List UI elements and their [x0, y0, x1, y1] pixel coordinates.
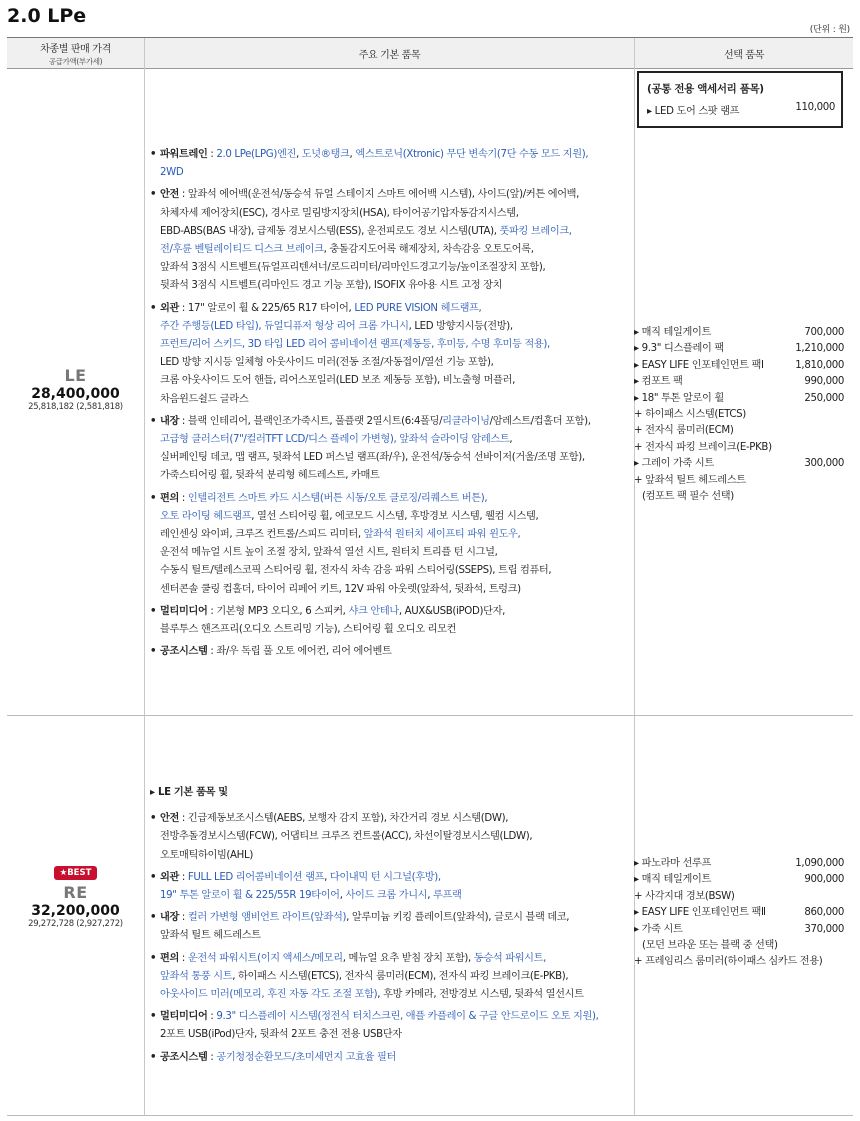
feature-line [160, 259, 618, 277]
option-price: 1,090,000 [795, 858, 844, 869]
option-name: ▸ 18" 투톤 알로이 휠 [634, 392, 724, 404]
feature-line [160, 391, 618, 409]
feature-text: , [349, 149, 356, 160]
feature-text: 고급형 클러스터(7"/컬러TFT LCD/디스 플레이 가변형), 앞좌석 슬라이딩 암레스트 [160, 434, 510, 446]
feature-line [160, 277, 618, 295]
feature-line [160, 643, 618, 661]
accessory-item-price: 110,000 [795, 102, 835, 113]
trim-supply-price: 29,272,728 (2,927,272) [28, 919, 123, 929]
feature-line [160, 431, 618, 449]
feature-line [160, 603, 618, 621]
feature-line [160, 490, 618, 508]
feature-line [160, 1049, 618, 1067]
header-price-sub: 공급가액(부가세) [48, 56, 103, 66]
header-price [7, 38, 144, 69]
section-header: ▸ LE 기본 품목 및 [150, 787, 228, 798]
feature-text: 9.3" 디스플레이 시스템(정전식 터치스크린, 애플 카플레이 & 구글 안드로이드 오토 지원), [216, 1011, 599, 1023]
feature-group [148, 810, 618, 865]
option-price: 370,000 [804, 923, 844, 935]
feature-group-title: 외관 [160, 871, 179, 883]
feature-group [148, 186, 618, 295]
option-item [634, 872, 844, 888]
accessory-box [637, 71, 843, 128]
feature-text: : [178, 492, 188, 504]
option-price: 250,000 [804, 392, 844, 404]
feature-text: 2WD [160, 167, 184, 179]
feature-text: 2포트 USB(iPod)단자, 뒷좌석 2포트 충전 전용 USB단자 [160, 1029, 402, 1041]
option-item [634, 954, 844, 970]
feature-text: 2.0 LPe(LPG)엔진 [216, 149, 296, 160]
accessory-item [647, 102, 835, 117]
feature-group-title: 공조시스템 [160, 1051, 208, 1063]
feature-text: 차체자세 제어장치(ESC), 경사로 밀림방지장치(HSA), 타이어공기압자동감지시스템, [160, 207, 519, 219]
page-title: 2.0 LPe [7, 5, 87, 27]
feature-text: 레인센싱 와이퍼, 크루즈 컨트롤/스피드 리미터, [160, 529, 364, 541]
feature-line [160, 847, 618, 865]
feature-group-title: 멀티미디어 [160, 605, 208, 617]
option-name: ▸ 9.3" 디스플레이 팩 [634, 343, 724, 355]
feature-group-title: 파워트레인 [160, 149, 208, 160]
option-name: + 하이패스 시스템(ETCS) [634, 409, 746, 421]
feature-text: , LED 방향지시등(전방), [408, 320, 513, 332]
row-divider [7, 715, 853, 716]
accessory-item-name: ▸ LED 도어 스팟 램프 [647, 106, 740, 117]
option-item [634, 905, 844, 921]
feature-text: 블루투스 핸즈프리(오디오 스트리밍 기능), 스티어링 휠 오디오 리모컨 [160, 624, 457, 636]
feature-line [160, 1026, 618, 1044]
feature-line [160, 354, 618, 372]
feature-line [160, 810, 618, 828]
option-price: 700,000 [804, 327, 844, 338]
feature-line [160, 986, 618, 1004]
feature-text: 도넛®탱크 [301, 149, 350, 160]
feature-text: 앞좌석 통풍 시트 [160, 970, 233, 982]
feature-line [160, 562, 618, 580]
feature-group [148, 146, 618, 182]
option-item [634, 889, 844, 905]
feature-group-title: 멀티미디어 [160, 1011, 208, 1023]
trim-le-price-cell [7, 366, 144, 412]
option-name: ▸ 가죽 시트 [634, 923, 683, 935]
feature-text: , AUX&USB(iPOD)단자, [398, 605, 505, 617]
feature-line [160, 146, 618, 164]
feature-line [160, 205, 618, 223]
feature-line [160, 909, 618, 927]
feature-line [160, 927, 618, 945]
feature-line [160, 336, 618, 354]
option-item [634, 391, 844, 407]
feature-line [160, 526, 618, 544]
feature-line [160, 318, 618, 336]
option-item [634, 374, 844, 390]
option-price: 900,000 [804, 874, 844, 886]
feature-text: 운전석 메뉴얼 시트 높이 조절 장치, 앞좌석 열선 시트, 원터치 트리플 턴 시그널, [160, 547, 498, 559]
feature-text: 수동식 틸트/텔레스코픽 스티어링 휠, 전자식 차속 감응 파워 스티어링(SSEPS), 트립 컴퓨터, [160, 565, 552, 577]
trim-price: 28,400,000 [31, 386, 120, 402]
feature-text: , 충돌감지도어록 해제장치, 차속감응 오토도어록, [323, 244, 534, 256]
feature-group-title: 내장 [160, 912, 179, 924]
feature-text: , [324, 871, 330, 883]
option-item [634, 423, 844, 439]
feature-text: : 긴급제동보조시스템(AEBS, 보행자 감지 포함), 차간거리 경보 시스템(DW), [178, 813, 509, 825]
feature-line [160, 449, 618, 467]
option-item [634, 440, 844, 456]
feature-text: 엑스트로닉(Xtronic) 무단 변속기(7단 수동 모드 지원), [355, 149, 589, 160]
header-options [635, 38, 853, 69]
feature-text: : [207, 1051, 217, 1063]
feature-text: 프런트/리어 스키드, 3D 타입 LED 리어 콤비네이션 램프(제동등, 후미등, 수명 후미등 적용), [160, 339, 550, 351]
feature-line [160, 1008, 618, 1026]
feature-text: , [427, 890, 433, 902]
feature-text: /암레스트/컵홀더 포함), [489, 415, 591, 427]
feature-group-title: 안전 [160, 189, 179, 201]
header-options-label: 선택 품목 [723, 49, 765, 61]
option-price: 300,000 [804, 458, 844, 470]
trim-name: LE [64, 366, 87, 385]
feature-line [160, 968, 618, 986]
option-name: + 사각지대 경보(BSW) [634, 890, 735, 902]
feature-line [160, 413, 618, 431]
option-item [634, 489, 844, 505]
option-name: + 전자식 룸미러(ECM) [634, 425, 734, 437]
feature-text: 샤크 안테나 [348, 605, 399, 617]
feature-line [160, 467, 618, 485]
feature-text: LED 방향 지시등 일체형 아웃사이드 미러(전동 조절/자동접이/열선 기능 포함), [160, 357, 494, 369]
header-price-label: 차종별 판매 가격 [40, 43, 111, 55]
feature-text: : [178, 912, 188, 924]
feature-group-title: 공조시스템 [160, 646, 208, 658]
feature-text: , 열선 스티어링 휠, 에코모드 시스템, 후방경보 시스템, 웰컴 시스템, [251, 510, 539, 522]
feature-text: 가죽스티어링 휠, 뒷좌석 분리형 헤드레스트, 카매트 [160, 470, 380, 482]
option-name: ▸ 컴포트 팩 [634, 376, 683, 388]
feature-text: 리클라이닝 [442, 415, 490, 427]
feature-line [160, 581, 618, 599]
feature-text: 루프랙 [432, 890, 462, 902]
option-name: (컴포트 팩 필수 선택) [642, 491, 734, 503]
feature-line [160, 508, 618, 526]
feature-text: : [178, 871, 188, 883]
option-name: ▸ 매직 테일게이트 [634, 874, 711, 886]
feature-text: 컬러 가변형 앰비언트 라이트(앞좌석) [187, 912, 347, 924]
accessory-title: (공통 전용 액세서리 품목) [647, 83, 764, 95]
feature-group-title: 외관 [160, 302, 179, 314]
feature-text: : [178, 952, 188, 964]
feature-text: , [295, 149, 302, 160]
trim-re-options [634, 856, 844, 971]
feature-line [160, 887, 618, 905]
feature-text: 사이드 크롬 가니시 [345, 890, 428, 902]
feature-text: 앞좌석 3점식 시트벨트(듀얼프리텐셔너/로드리미터/리마인드경고기능/높이조절장치 포함), [160, 262, 546, 274]
feature-text: 주간 주행등(LED 타입), 듀얼디퓨저 형상 리어 크롬 가니시 [160, 320, 409, 332]
option-name: + 프레임리스 룸미러(하이패스 심카드 전용) [634, 956, 823, 968]
feature-group [148, 300, 618, 409]
feature-text: 크롬 아웃사이드 도어 핸들, 리어스포일러(LED 보조 제동등 포함), 비노출형 머플러, [160, 375, 516, 387]
feature-text: 오토매틱하이빔(AHL) [160, 849, 253, 861]
feature-line [160, 223, 618, 241]
unit-note: (단위 : 원) [809, 25, 850, 35]
option-item [634, 856, 844, 872]
feature-text: LED PURE VISION 헤드램프, [354, 302, 482, 314]
option-price: 990,000 [804, 376, 844, 388]
trim-le-features [148, 146, 618, 661]
feature-group-title: 내장 [160, 415, 179, 427]
feature-group [148, 1008, 618, 1044]
feature-line [160, 372, 618, 390]
feature-line [160, 950, 618, 968]
option-item [634, 922, 844, 938]
feature-text: , 메뉴얼 요추 받침 장치 포함), [342, 952, 474, 964]
feature-text: , [339, 890, 346, 902]
feature-text: : [207, 1011, 217, 1023]
option-name: ▸ 파노라마 선루프 [634, 858, 711, 869]
feature-group [148, 950, 618, 1005]
trim-re-features [148, 784, 618, 1067]
feature-text: 실버페인팅 데코, 맵 램프, 뒷좌석 LED 퍼스널 램프(좌/우), 운전석/동승석 선바이저(거울/조명 포함), [160, 452, 585, 464]
feature-line [160, 828, 618, 846]
option-name: + 앞좌석 틸트 헤드레스트 [634, 474, 746, 486]
option-price: 1,210,000 [795, 343, 844, 355]
feature-text: 앞좌석 원터치 세이프티 파워 윈도우, [363, 529, 521, 541]
column-divider [144, 38, 145, 1115]
feature-text: : 17" 알로이 휠 & 225/65 R17 타이어, [178, 302, 355, 314]
feature-text: 전/후륜 벤틸레이티드 디스크 브레이크 [160, 244, 324, 256]
feature-group-title: 안전 [160, 813, 179, 825]
feature-text: EBD-ABS(BAS 내장), 급제동 경보시스템(ESS), 운전피로도 경보 시스템(UTA), [160, 225, 500, 237]
feature-group [148, 1049, 618, 1067]
feature-text: 공기청정순환모드/초미세먼지 고효율 필터 [216, 1051, 397, 1063]
feature-text: 아웃사이드 미러(메모리, 후진 자동 각도 조절 포함) [160, 989, 378, 1001]
trim-le-options [634, 325, 844, 505]
feature-text: , [509, 434, 513, 446]
option-name: (모던 브라운 또는 블랙 중 선택) [642, 940, 778, 952]
option-price: 860,000 [804, 907, 844, 919]
feature-text: : 앞좌석 에어백(운전석/동승석 듀얼 스테이지 스마트 에어백 시스템), 사이드(앞)/커튼 에어백, [178, 189, 580, 201]
feature-text: , 알루미늄 키킹 플레이트(앞좌석), 글로시 블랙 데코, [346, 912, 570, 924]
feature-line [160, 621, 618, 639]
feature-text: , 하이패스 시스템(ETCS), 전자식 룸미러(ECM), 전자식 파킹 브레이크(E-PKB), [232, 970, 569, 982]
best-badge: ★BEST [54, 866, 98, 880]
feature-text: 센터콘솔 쿨링 컵홀더, 타이어 리페어 키트, 12V 파워 아웃렛(앞좌석, 뒷좌석, 트렁크) [160, 583, 521, 595]
feature-group [148, 869, 618, 905]
trim-name: RE [63, 883, 88, 902]
option-name: ▸ EASY LIFE 인포테인먼트 팩Ⅰ [634, 359, 764, 371]
feature-text: 19" 투톤 알로이 휠 & 225/55R 19타이어 [160, 890, 340, 902]
trim-price: 32,200,000 [31, 903, 120, 919]
option-item [634, 358, 844, 374]
feature-text: 앞좌석 틸트 헤드레스트 [160, 930, 261, 942]
feature-text: 뒷좌석 3점식 시트벨트(리마인드 경고 기능 포함), ISOFIX 유아용 시트 고정 장치 [160, 280, 503, 292]
option-item [634, 456, 844, 472]
feature-group [148, 909, 618, 945]
feature-line [160, 869, 618, 887]
feature-text: FULL LED 리어콤비네이션 램프 [187, 871, 325, 883]
option-name: ▸ 그레이 가죽 시트 [634, 458, 714, 470]
option-name: + 전자식 파킹 브레이크(E-PKB) [634, 441, 772, 453]
feature-group [148, 643, 618, 661]
header-basic-items [145, 38, 634, 69]
feature-text: 인텔리전트 스마트 카드 시스템(버튼 시동/오토 클로징/리퀘스트 버튼), [187, 492, 488, 504]
feature-line [160, 300, 618, 318]
feature-line [160, 186, 618, 204]
option-item [634, 938, 844, 954]
feature-text: : [207, 149, 217, 160]
trim-re-price-cell [7, 866, 144, 929]
feature-group-title: 편의 [160, 952, 179, 964]
feature-group-title: 편의 [160, 492, 179, 504]
feature-text: : 블랙 인테리어, 블랙인조가죽시트, 풀플랫 2열시트(6:4폴딩/ [178, 415, 443, 427]
header-basic-items-label: 주요 기본 품목 [358, 49, 421, 61]
feature-group [148, 603, 618, 639]
feature-line [160, 241, 618, 259]
feature-text: : 좌/우 독립 풀 오토 에어컨, 리어 에어벤트 [207, 646, 392, 658]
feature-text: 차음윈드쉴드 글라스 [160, 393, 249, 405]
option-item [634, 325, 844, 341]
trim-supply-price: 25,818,182 (2,581,818) [28, 402, 123, 412]
option-name: ▸ EASY LIFE 인포테인먼트 팩Ⅱ [634, 907, 766, 919]
feature-text: 풋파킹 브레이크, [499, 225, 572, 237]
feature-text: : 기본형 MP3 오디오, 6 스피커, [207, 605, 349, 617]
feature-line [160, 544, 618, 562]
feature-text: 오토 라이팅 헤드램프 [160, 510, 252, 522]
feature-group [148, 490, 618, 599]
feature-text: 다이내믹 턴 시그널(후방), [329, 871, 441, 883]
feature-line [160, 164, 618, 182]
feature-text: , 후방 카메라, 전방경보 시스템, 뒷좌석 열선시트 [377, 989, 584, 1001]
option-item [634, 341, 844, 357]
option-item [634, 473, 844, 489]
option-price: 1,810,000 [795, 359, 844, 371]
feature-group [148, 413, 618, 486]
feature-text: 동승석 파워시트, [473, 952, 547, 964]
option-name: ▸ 매직 테일게이트 [634, 327, 711, 338]
feature-text: 전방추돌경보시스템(FCW), 어댑티브 크루즈 컨트롤(ACC), 차선이탈경보시스템(LDW), [160, 831, 533, 843]
feature-text: 운전석 파워시트(이지 액세스/메모리 [187, 952, 343, 964]
option-item [634, 407, 844, 423]
